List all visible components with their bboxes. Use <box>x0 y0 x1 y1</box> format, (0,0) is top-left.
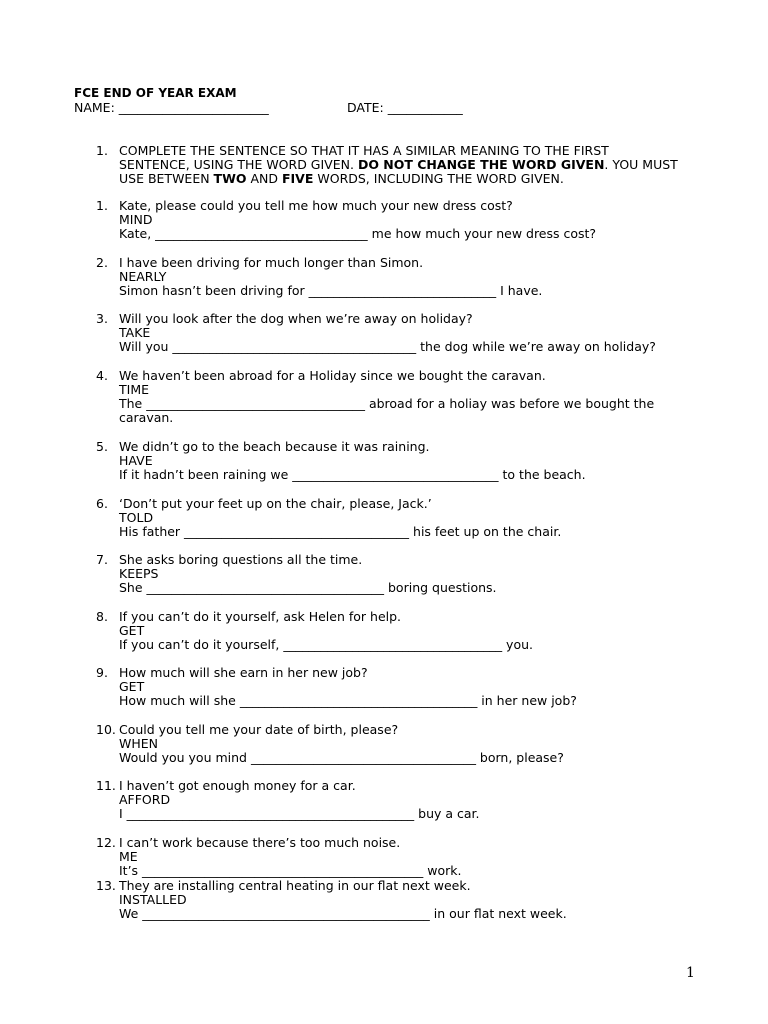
question-answer-line: It’s _____________________________________________ work. <box>119 863 462 878</box>
question-stem: ‘Don’t put your feet up on the chair, please, Jack.’ <box>119 496 432 511</box>
name-field-line: NAME: ________________________ <box>74 100 269 115</box>
question-keyword: GET <box>119 679 145 694</box>
question-stem: I can’t work because there’s too much noise. <box>119 835 401 850</box>
page-number: 1 <box>686 965 695 981</box>
question-answer-line: I ______________________________________________ buy a car. <box>119 806 480 821</box>
exam-title: FCE END OF YEAR EXAM <box>74 86 237 100</box>
question-keyword: MIND <box>119 212 153 227</box>
question-stem: We didn’t go to the beach because it was raining. <box>119 439 430 454</box>
question-stem: How much will she earn in her new job? <box>119 665 368 680</box>
question-stem: Could you tell me your date of birth, please? <box>119 722 399 737</box>
question-number: 6. <box>96 496 108 511</box>
question-stem: She asks boring questions all the time. <box>119 552 363 567</box>
question-answer-line: Would you you mind ____________________________________ born, please? <box>119 750 564 765</box>
question-number: 3. <box>96 311 108 326</box>
question-keyword: AFFORD <box>119 792 171 807</box>
question-stem: Kate, please could you tell me how much your new dress cost? <box>119 198 513 213</box>
question-answer-continuation: caravan. <box>119 410 174 425</box>
question-keyword: GET <box>119 623 145 638</box>
question-keyword: ME <box>119 849 138 864</box>
question-answer-line: Kate, __________________________________ me how much your new dress cost? <box>119 226 597 241</box>
question-answer-line: If it hadn’t been raining we _________________________________ to the beach. <box>119 467 586 482</box>
question-stem: We haven’t been abroad for a Holiday since we bought the caravan. <box>119 368 546 383</box>
question-keyword: WHEN <box>119 736 159 751</box>
question-number: 13. <box>96 878 116 893</box>
question-number: 11. <box>96 778 116 793</box>
instruction-bold: DO NOT CHANGE THE WORD GIVEN <box>357 157 605 172</box>
instruction-part: AND <box>246 171 282 186</box>
date-field-line: DATE: ____________ <box>347 100 463 115</box>
question-answer-line: We ______________________________________________ in our flat next week. <box>119 906 567 921</box>
question-answer-line: His father ____________________________________ his feet up on the chair. <box>119 524 562 539</box>
question-keyword: TIME <box>119 382 150 397</box>
instruction-bold: FIVE <box>281 171 314 186</box>
question-number: 5. <box>96 439 108 454</box>
question-keyword: INSTALLED <box>119 892 187 907</box>
question-number: 12. <box>96 835 116 850</box>
question-number: 10. <box>96 722 116 737</box>
question-stem: If you can’t do it yourself, ask Helen for help. <box>119 609 402 624</box>
question-number: 1. <box>96 198 108 213</box>
question-keyword: KEEPS <box>119 566 159 581</box>
question-keyword: TAKE <box>119 325 151 340</box>
question-stem: I haven’t got enough money for a car. <box>119 778 356 793</box>
question-keyword: NEARLY <box>119 269 167 284</box>
question-number: 2. <box>96 255 108 270</box>
instruction-part: . YOU MUST USE BETWEEN <box>119 157 678 186</box>
question-answer-line: She ______________________________________ boring questions. <box>119 580 497 595</box>
question-number: 8. <box>96 609 108 624</box>
question-number: 4. <box>96 368 108 383</box>
instruction-part: WORDS, INCLUDING THE WORD GIVEN. <box>313 171 564 186</box>
question-keyword: HAVE <box>119 453 153 468</box>
instruction-bold: TWO <box>213 171 247 186</box>
question-keyword: TOLD <box>119 510 154 525</box>
question-answer-line: The ___________________________________ abroad for a holiay was before we bought the <box>119 396 655 411</box>
question-answer-line: If you can’t do it yourself, ___________________________________ you. <box>119 637 534 652</box>
instruction-number: 1. <box>96 143 108 158</box>
instruction-text <box>119 144 679 186</box>
question-stem: They are installing central heating in our flat next week. <box>119 878 471 893</box>
question-number: 7. <box>96 552 108 567</box>
question-answer-line: How much will she ______________________________________ in her new job? <box>119 693 577 708</box>
question-number: 9. <box>96 665 108 680</box>
question-stem: I have been driving for much longer than Simon. <box>119 255 424 270</box>
question-stem: Will you look after the dog when we’re away on holiday? <box>119 311 473 326</box>
question-answer-line: Will you _______________________________________ the dog while we’re away on holiday? <box>119 339 656 354</box>
instruction-part: COMPLETE THE SENTENCE SO THAT IT HAS A SIMILAR MEANING TO THE FIRST SENTENCE, USING THE WORD GIVEN. <box>119 143 609 172</box>
question-answer-line: Simon hasn’t been driving for ______________________________ I have. <box>119 283 543 298</box>
